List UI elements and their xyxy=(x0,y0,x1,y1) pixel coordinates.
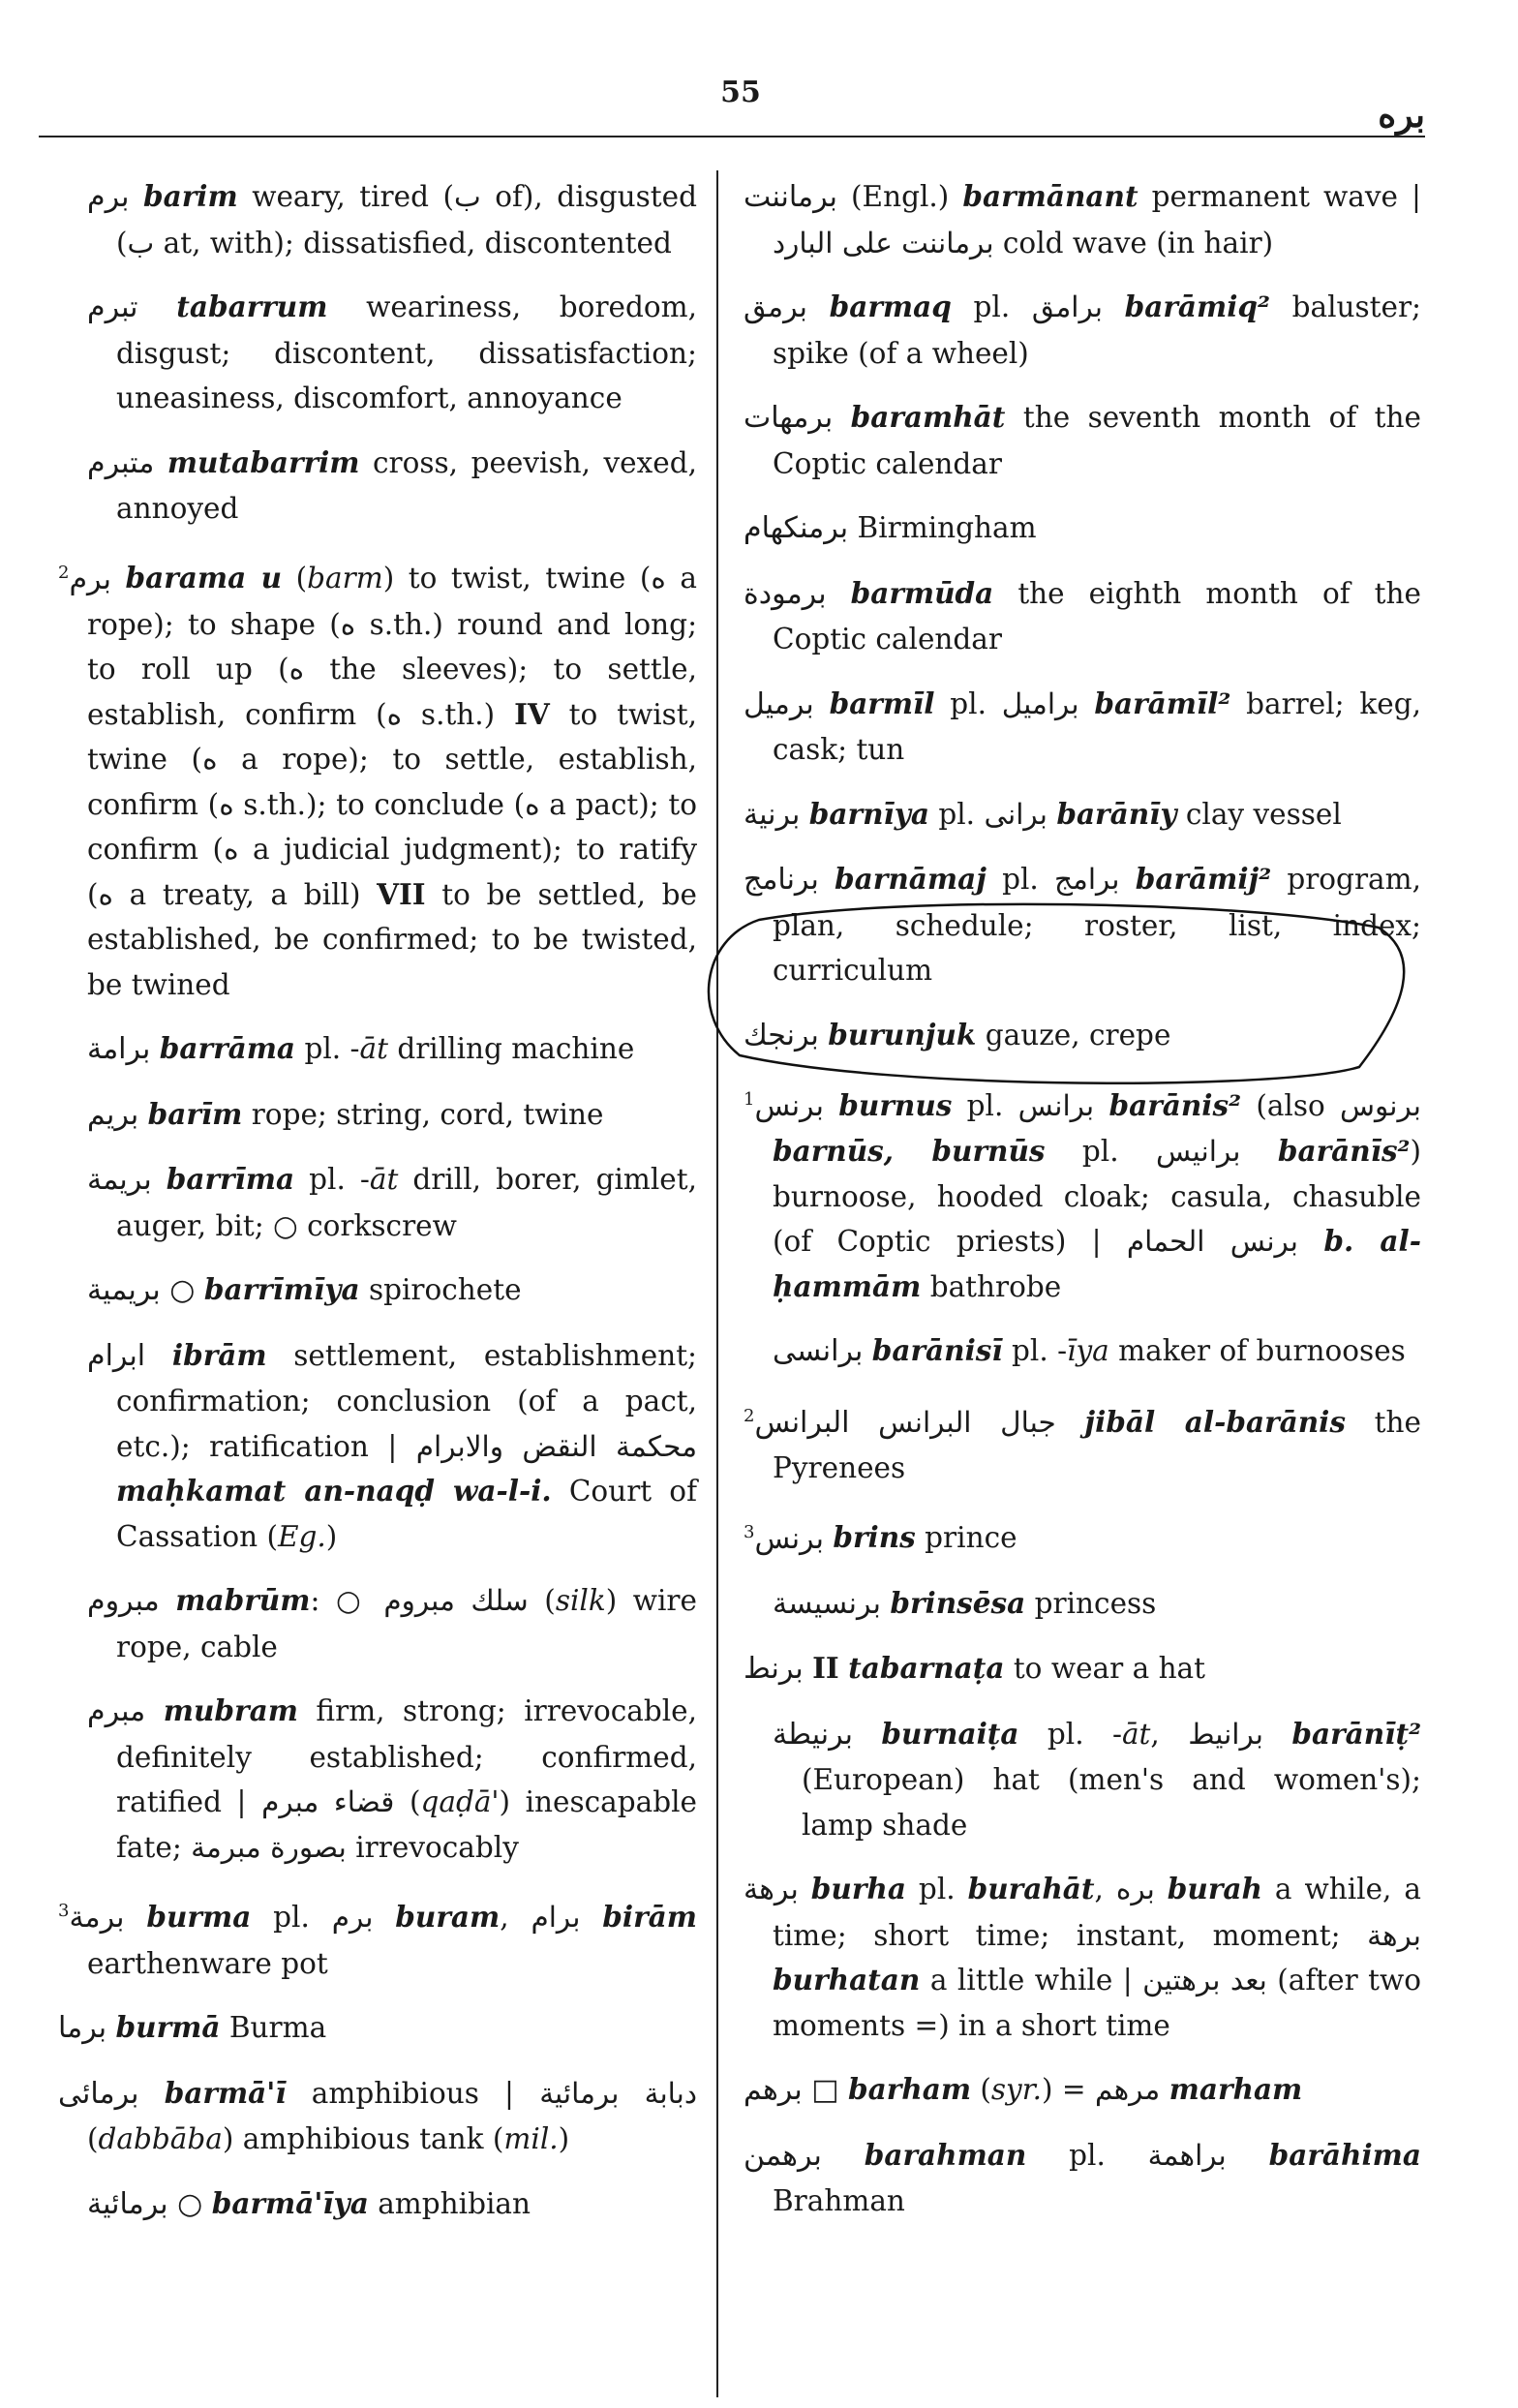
entry-definition: mubram firm, strong; irrevocable, definitely established; confirmed, ratified | قضاء مبرم (qaḍā') inescapable fate; بصورة مبرمة irrevocably xyxy=(116,1693,698,1864)
arabic-headword: برنس xyxy=(754,1521,824,1556)
left-entry xyxy=(58,2181,697,2228)
header-rule xyxy=(39,136,1425,137)
left-entry xyxy=(58,1157,697,1248)
right-entry xyxy=(744,1394,1421,1491)
arabic-headword: برنط xyxy=(744,1652,804,1687)
entry-definition: burmā Burma xyxy=(115,2010,327,2045)
left-column xyxy=(58,174,697,2246)
arabic-headword: ○ برمائية xyxy=(87,2186,203,2221)
header-word: بره xyxy=(1378,95,1425,136)
entry-definition: II tabarnaṭa to wear a hat xyxy=(812,1651,1206,1686)
right-entry xyxy=(744,1013,1421,1059)
entry-definition: barrīmīya spirochete xyxy=(203,1272,522,1307)
entry-definition: barīm rope; string, cord, twine xyxy=(147,1096,604,1131)
entry-definition: جبال البرانس jibāl al-barānis the Pyrenees xyxy=(773,1404,1421,1485)
arabic-headword: مبرم xyxy=(87,1694,146,1729)
entry-definition: burha pl. burahāt, بره burah a while, a time; short time; instant, moment; برهة burhatan a little while | بعد برهتين (after two moments =) in a short time xyxy=(773,1872,1421,2042)
arabic-headword: مبروم xyxy=(87,1584,160,1619)
right-entry xyxy=(744,571,1421,662)
right-entry xyxy=(744,792,1421,838)
entry-definition: barmaq pl. برامق barāmiq² baluster; spike (of a wheel) xyxy=(773,290,1421,370)
arabic-headword: برامة xyxy=(87,1032,151,1067)
arabic-headword: برنس xyxy=(754,1088,824,1123)
arabic-headword: البرانس xyxy=(754,1405,850,1440)
right-entry xyxy=(744,1712,1421,1848)
left-entry xyxy=(58,2005,697,2052)
entry-definition: burunjuk gauze, crepe xyxy=(828,1017,1171,1052)
arabic-headword: ابرام xyxy=(87,1338,146,1373)
left-entry xyxy=(58,1026,697,1073)
entry-definition: barama u (barm) to twist, twine (ه a rope); to shape (ه s.th.) round and long; to roll up (ه the sleeves); to settle, establish, confirm (ه s.th.) IV to twist, twine (ه a rope); to settle, establish, confirm (ه s.th.); to conclude (ه a pact); to confirm (ه a judicial judgment); to ratify (ه a treaty, a bill) VII to be settled, be established, be confirmed; to be twisted, be twined xyxy=(87,561,698,1001)
arabic-headword: برنية xyxy=(744,797,801,832)
arabic-headword: برنيطة xyxy=(773,1717,853,1752)
left-entry xyxy=(58,551,697,1008)
entry-definition: burnus pl. برانس barānis² (also برنوس barnūs, burnūs pl. برانيس barānīs²) burnoose, hooded cloak; casula, chasuble (of Coptic priests) | برنس الحمام b. al-ḥammām bathrobe xyxy=(773,1087,1421,1303)
entry-superscript: 2 xyxy=(58,562,70,583)
right-column xyxy=(744,174,1421,2243)
left-entry xyxy=(58,1578,697,1669)
arabic-headword: برمائى xyxy=(58,2076,139,2111)
entry-definition: (Engl.) barmānant permanent wave | برماننت على البارد cold wave (in hair) xyxy=(773,179,1421,259)
arabic-headword: برما xyxy=(58,2011,107,2046)
left-entry xyxy=(58,174,697,265)
right-entry xyxy=(744,2067,1421,2114)
entry-definition: barānisī pl. -īya maker of burnooses xyxy=(871,1333,1406,1368)
entry-definition: Birmingham xyxy=(857,511,1037,544)
entry-definition: barmā'ī amphibious | دبابة برمائية (dabbāba) amphibious tank (mil.) xyxy=(87,2075,697,2156)
entry-definition: burnaiṭa pl. -āt, برانيط barānīṭ² (European) hat (men's and women's); lamp shade xyxy=(802,1716,1421,1842)
arabic-headword: برماننت xyxy=(744,180,837,214)
entry-superscript: 3 xyxy=(744,1521,755,1542)
arabic-headword: برم xyxy=(87,180,130,214)
entry-definition: barmā'īya amphibian xyxy=(211,2185,531,2220)
right-entry xyxy=(744,505,1421,552)
right-entry xyxy=(744,174,1421,265)
right-entry xyxy=(744,395,1421,486)
arabic-headword: برهة xyxy=(744,1873,799,1907)
arabic-headword: برهمن xyxy=(744,2138,822,2173)
arabic-headword: برنسيسة xyxy=(773,1586,881,1621)
right-entry xyxy=(744,1510,1421,1562)
arabic-headword: □ برهم xyxy=(744,2073,839,2108)
entry-definition: barahman pl. براهمة barāhima Brahman xyxy=(773,2137,1421,2218)
left-entry xyxy=(58,1689,697,1870)
arabic-headword: ○ بريمية xyxy=(87,1273,196,1308)
entry-definition: barmūda the eighth month of the Coptic calendar xyxy=(773,575,1421,655)
entry-definition: burma pl. برم buram, برام birām earthenware pot xyxy=(87,1900,697,1980)
entry-definition: mabrūm: ○ سلك مبروم (silk) wire rope, cable xyxy=(116,1583,697,1663)
left-entry xyxy=(58,441,697,532)
entry-definition: barnāmaj pl. برامج barāmij² program, plan, schedule; roster, list, index; curriculum xyxy=(773,862,1421,987)
entry-definition: brins prince xyxy=(833,1520,1017,1555)
arabic-headword: بريمة xyxy=(87,1163,152,1198)
entry-definition: mutabarrim cross, peevish, vexed, annoyed xyxy=(116,444,697,525)
arabic-headword: بريم xyxy=(87,1097,139,1132)
entry-definition: barham (syr.) = مرهم marham xyxy=(847,2072,1303,2107)
entry-definition: barim weary, tired (ب of), disgusted (ب at, with); dissatisfied, discontented xyxy=(116,179,697,259)
left-entry xyxy=(58,2071,697,2162)
arabic-headword: برمودة xyxy=(744,576,827,611)
left-entry xyxy=(58,1889,697,1986)
left-entry xyxy=(58,285,697,421)
right-entry xyxy=(744,1581,1421,1628)
page-number: 55 xyxy=(720,76,761,109)
entry-definition: tabarrum weariness, boredom, disgust; discontent, dissatisfaction; uneasiness, discomfort, annoyance xyxy=(116,290,697,414)
left-entry xyxy=(58,1092,697,1139)
arabic-headword: برمق xyxy=(744,290,807,324)
entry-superscript: 2 xyxy=(744,1405,755,1426)
arabic-headword: متبرم xyxy=(87,445,155,480)
right-entry xyxy=(744,682,1421,773)
entry-definition: barnīya pl. برانى barānīy clay vessel xyxy=(808,796,1342,831)
arabic-headword: برمهات xyxy=(744,401,834,435)
left-entry xyxy=(58,1333,697,1560)
right-entry xyxy=(744,1867,1421,2048)
arabic-headword: برميل xyxy=(744,686,814,721)
column-divider xyxy=(716,170,718,2397)
entry-definition: barrāma pl. -āt drilling machine xyxy=(159,1031,635,1066)
right-entry xyxy=(744,2133,1421,2224)
entry-definition: brinsēsa princess xyxy=(890,1585,1157,1620)
arabic-headword: برمة xyxy=(69,1901,125,1936)
right-entry xyxy=(744,1646,1421,1692)
right-entry xyxy=(744,857,1421,993)
entry-definition: baramhāt the seventh month of the Coptic calendar xyxy=(773,400,1421,480)
arabic-headword: برانسى xyxy=(773,1334,864,1369)
left-entry xyxy=(58,1267,697,1314)
arabic-headword: برم xyxy=(69,562,111,596)
entry-superscript: 3 xyxy=(58,1901,70,1922)
right-entry xyxy=(744,1078,1421,1309)
right-entry xyxy=(744,285,1421,376)
arabic-headword: برنامج xyxy=(744,863,819,897)
entry-definition: barmīl pl. براميل barāmīl² barrel; keg, cask; tun xyxy=(773,686,1422,766)
arabic-headword: برنجك xyxy=(744,1018,819,1052)
arabic-headword: تبرم xyxy=(87,290,138,324)
entry-definition: ibrām settlement, establishment; confirmation; conclusion (of a pact, etc.); ratification | محكمة النقض والابرام maḥkamat an-naqḍ wa-l-i. Court of Cassation (Eg.) xyxy=(116,1337,698,1553)
entry-definition: barrīma pl. -āt drill, borer, gimlet, auger, bit; ○ corkscrew xyxy=(116,1162,697,1242)
entry-superscript: 1 xyxy=(744,1089,755,1110)
arabic-headword: برمنكهام xyxy=(744,511,849,545)
right-entry xyxy=(744,1328,1421,1375)
